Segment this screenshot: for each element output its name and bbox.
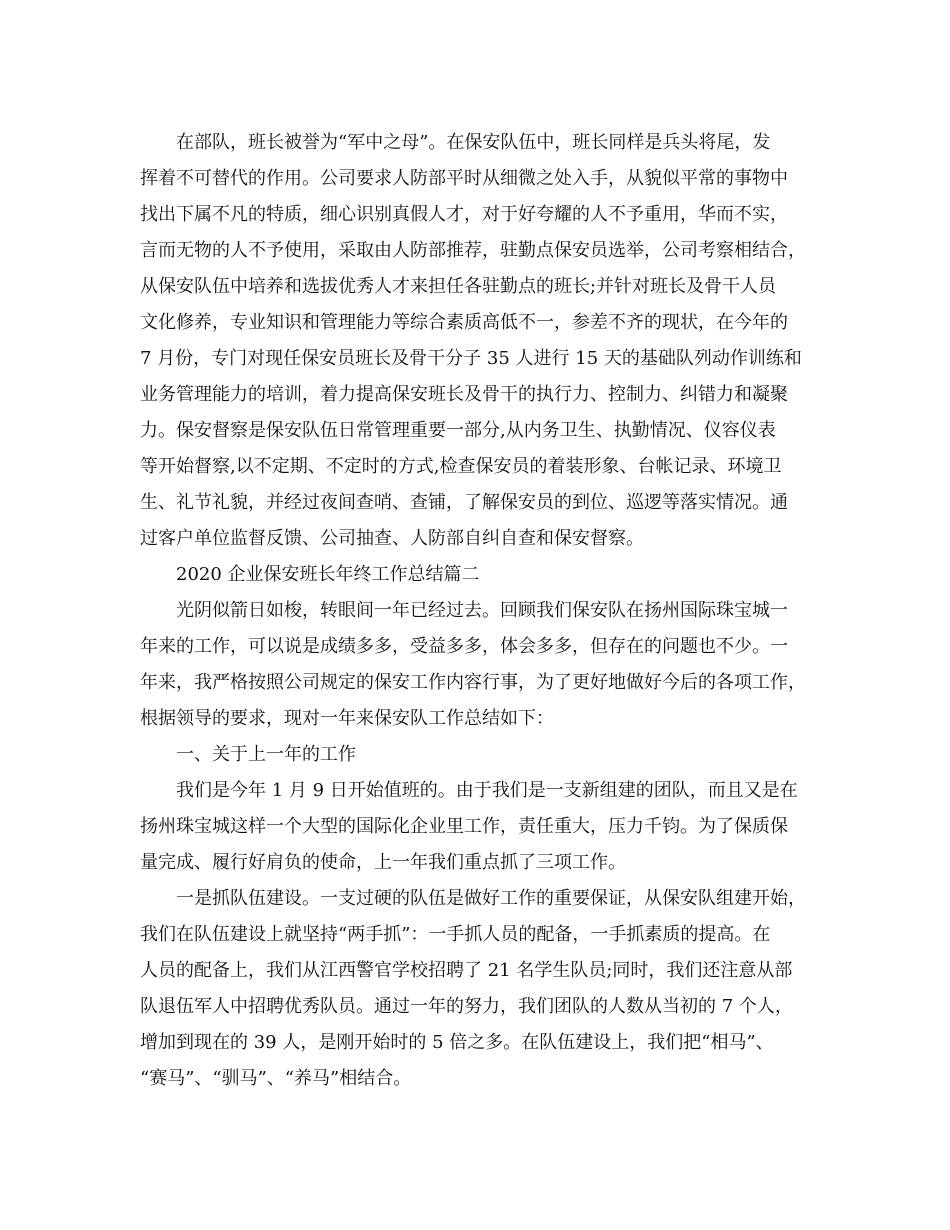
text-line: “赛马”、“驯马”、“养马”相结合。 — [140, 1068, 412, 1089]
text-line: 找出下属不凡的特质，细心识别真假人才，对于好夸耀的人不予重用，华而不实， — [140, 204, 788, 225]
section-heading: 一、关于上一年的工作 — [176, 744, 356, 765]
text-line: 业务管理能力的培训，着力提高保安班长及骨干的执行力、控制力、纠错力和凝聚 — [140, 384, 788, 405]
text-line: 挥着不可替代的作用。公司要求人防部平时从细微之处入手，从貌似平常的事物中 — [140, 168, 788, 189]
text-line: 7 月份，专门对现任保安员班长及骨干分子 35 人进行 15 天的基础队列动作训练和 — [140, 348, 802, 369]
text-line: 增加到现在的 39 人，是刚开始时的 5 倍之多。在队伍建设上，我们把“相马”、 — [140, 1032, 774, 1053]
text-line: 我们是今年 1 月 9 日开始值班的。由于我们是一支新组建的团队，而且又是在 — [176, 780, 798, 801]
text-line: 力。保安督察是保安队伍日常管理重要一部分,从内务卫生、执勤情况、仪容仪表 — [140, 420, 776, 441]
text-line: 在部队，班长被誉为“军中之母”。在保安队伍中，班长同样是兵头将尾，发 — [176, 132, 771, 153]
text-line: 光阴似箭日如梭，转眼间一年已经过去。回顾我们保安队在扬州国际珠宝城一 — [176, 600, 788, 621]
text-line: 年来，我严格按照公司规定的保安工作内容行事，为了更好地做好今后的各项工作， — [140, 672, 806, 693]
text-line: 从保安队伍中培养和选拔优秀人才来担任各驻勤点的班长;并针对班长及骨干人员 — [140, 276, 777, 297]
text-line: 扬州珠宝城这样一个大型的国际化企业里工作，责任重大，压力千钧。为了保质保 — [140, 816, 788, 837]
text-line: 我们在队伍建设上就坚持“两手抓”：一手抓人员的配备，一手抓素质的提高。在 — [140, 924, 771, 945]
text-line: 根据领导的要求，现对一年来保安队工作总结如下： — [140, 708, 554, 729]
text-line: 年来的工作，可以说是成绩多多，受益多多，体会多多，但存在的问题也不少。一 — [140, 636, 788, 657]
text-line: 过客户单位监督反馈、公司抽查、人防部自纠自查和保安督察。 — [140, 528, 644, 549]
section-heading: 2020 企业保安班长年终工作总结篇二 — [176, 564, 480, 585]
text-line: 文化修养，专业知识和管理能力等综合素质高低不一，参差不齐的现状，在今年的 — [140, 312, 788, 333]
text-line: 人员的配备上，我们从江西警官学校招聘了 21 名学生队员;同时，我们还注意从部 — [140, 960, 793, 981]
text-line: 量完成、履行好肩负的使命，上一年我们重点抓了三项工作。 — [140, 852, 626, 873]
text-line: 言而无物的人不予使用，采取由人防部推荐，驻勤点保安员选举，公司考察相结合， — [140, 240, 806, 261]
text-line: 等开始督察,以不定期、不定时的方式,检查保安员的着装形象、台帐记录、环境卫 — [140, 456, 782, 477]
text-line: 队退伍军人中招聘优秀队员。通过一年的努力，我们团队的人数从当初的 7 个人， — [140, 996, 793, 1017]
text-line: 一是抓队伍建设。一支过硬的队伍是做好工作的重要保证，从保安队组建开始， — [176, 888, 806, 909]
text-line: 生、礼节礼貌，并经过夜间查哨、查铺，了解保安员的到位、巡逻等落实情况。通 — [140, 492, 788, 513]
